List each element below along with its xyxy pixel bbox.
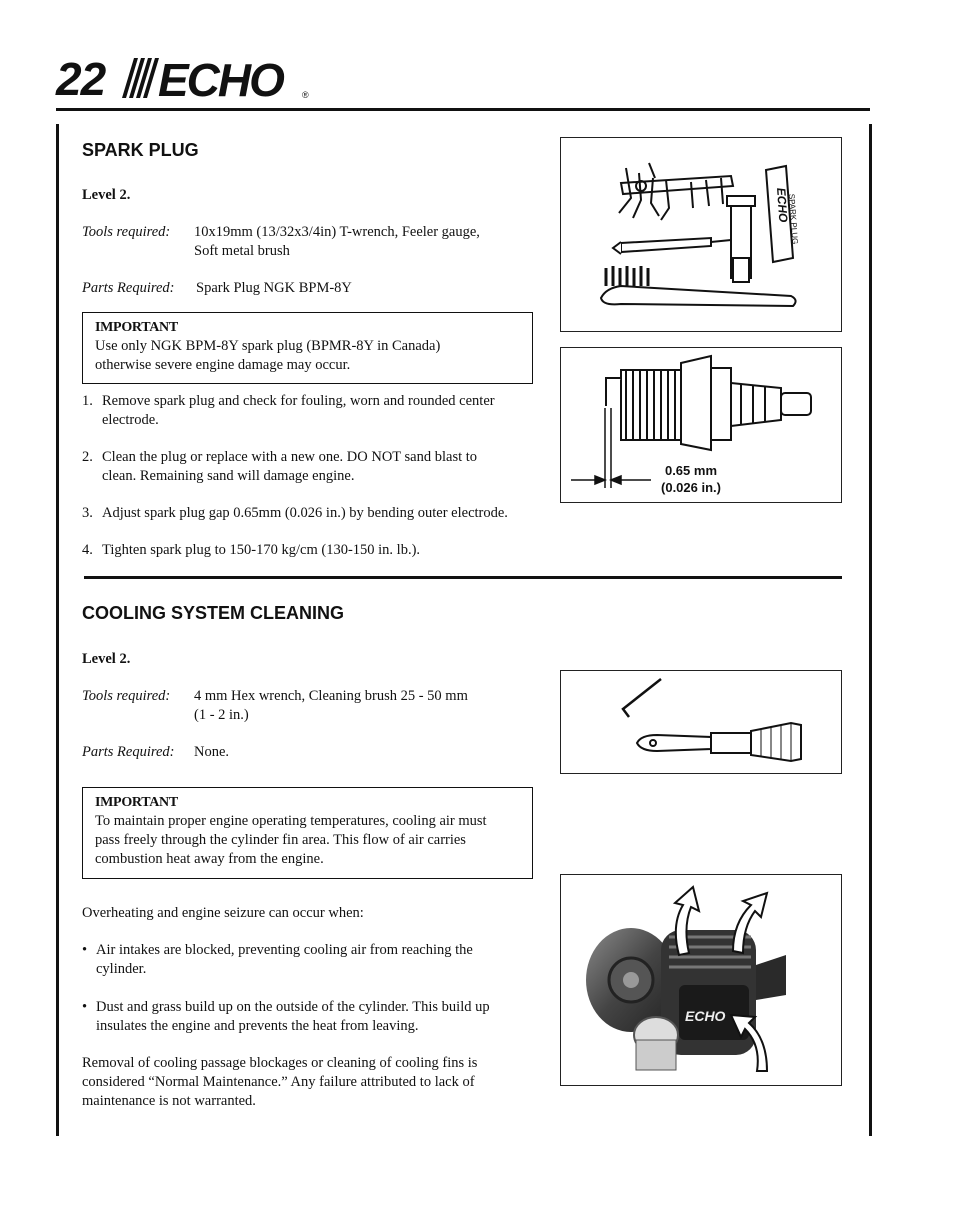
cooling-tools-label: Tools required: [82,688,171,704]
spark-important-box [82,312,533,384]
svg-text:SPARK PLUG: SPARK PLUG [787,193,800,245]
cooling-bullet-list [82,941,542,1041]
bullet-text: cylinder. [96,961,147,977]
gap-mm-label: 0.65 mm [664,463,718,478]
cooling-tools-line1: 4 mm Hex wrench, Cleaning brush 25 - 50 mm [194,688,468,704]
important-title: IMPORTANT [95,320,178,335]
feeler-gauge-icon [619,163,733,220]
step-text: Remove spark plug and check for fouling, worn and rounded center [102,393,495,409]
step-number: 1. [82,393,93,409]
cleaning-brush-icon [637,723,801,761]
bullet-text: Dust and grass build up on the outside of the cylinder. This build up [96,999,490,1015]
cooling-heading: COOLING SYSTEM CLEANING [82,603,345,623]
spark-plug-icon [606,356,811,450]
cooling-important-box [82,787,533,879]
left-margin-rule [56,124,59,1136]
spark-tools-line1: 10x19mm (13/32x3/4in) T-wrench, Feeler gauge, [194,224,480,240]
cooling-tools-line2: (1 - 2 in.) [194,707,249,723]
important-line: pass freely through the cylinder fin area. This flow of air carries [95,832,466,848]
metal-brush-icon [601,266,796,306]
bullet-text: Air intakes are blocked, preventing cooling air from reaching the [96,942,473,958]
cooling-level: Level 2. [82,651,131,667]
cooling-tools-figure [560,670,842,774]
step-text: clean. Remaining sand will damage engine. [102,468,355,484]
spark-steps-list [82,392,542,562]
section-divider [84,576,842,579]
spark-parts-value: Spark Plug NGK BPM-8Y [196,280,352,296]
spark-plug-gap-figure [560,347,842,503]
engine-airflow-figure [560,874,842,1086]
bullet-text: insulates the engine and prevents the heat from leaving. [96,1018,419,1034]
cooling-closing-line: Removal of cooling passage blockages or cleaning of cooling fins is [82,1055,478,1071]
bullet-mark: • [82,999,88,1015]
page-number: 22 [56,53,106,105]
gap-in-label: (0.026 in.) [661,480,721,495]
right-margin-rule [869,124,872,1136]
important-title: IMPORTANT [95,795,178,810]
important-line: Use only NGK BPM-8Y spark plug (BPMR-8Y in Canada) [95,338,441,354]
cooling-closing-line: maintenance is not warranted. [82,1093,256,1109]
step-number: 2. [82,449,93,465]
header-rule [56,108,870,111]
step-text: electrode. [102,412,159,428]
bullet-mark: • [82,942,88,958]
step-text: Clean the plug or replace with a new one. DO NOT sand blast to [102,449,478,465]
spark-tools-line2: Soft metal brush [194,243,290,259]
cooling-parts-label: Parts Required: [82,744,175,760]
step-number: 4. [82,542,93,558]
step-text: Adjust spark plug gap 0.65mm (0.026 in.) by bending outer electrode. [102,505,508,521]
echo-logo [118,54,318,105]
spark-plug-heading: SPARK PLUG [82,140,199,160]
step-text: Tighten spark plug to 150-170 kg/cm (130-150 in. lb.). [102,542,421,558]
spark-plug-tools-figure [560,137,842,332]
hex-wrench-icon [623,679,661,717]
brand-text: ECHO [158,54,283,100]
important-line: otherwise severe engine damage may occur. [95,357,351,373]
svg-text:ECHO: ECHO [774,187,791,223]
spark-plug-box-icon [766,166,800,262]
cooling-parts-value: None. [194,744,230,760]
spark-parts-label: Parts Required: [82,280,175,296]
cooling-closing-line: considered “Normal Maintenance.” Any failure attributed to lack of [82,1074,475,1090]
spark-tools-label: Tools required: [82,224,171,240]
cooling-intro: Overheating and engine seizure can occur when: [82,905,364,921]
step-number: 3. [82,505,93,521]
spark-plug-level: Level 2. [82,187,131,203]
registered-mark: ® [302,90,309,100]
important-line: combustion heat away from the engine. [95,851,324,867]
important-line: To maintain proper engine operating temperatures, cooling air must [95,813,487,829]
svg-text:ECHO: ECHO [685,1008,726,1024]
